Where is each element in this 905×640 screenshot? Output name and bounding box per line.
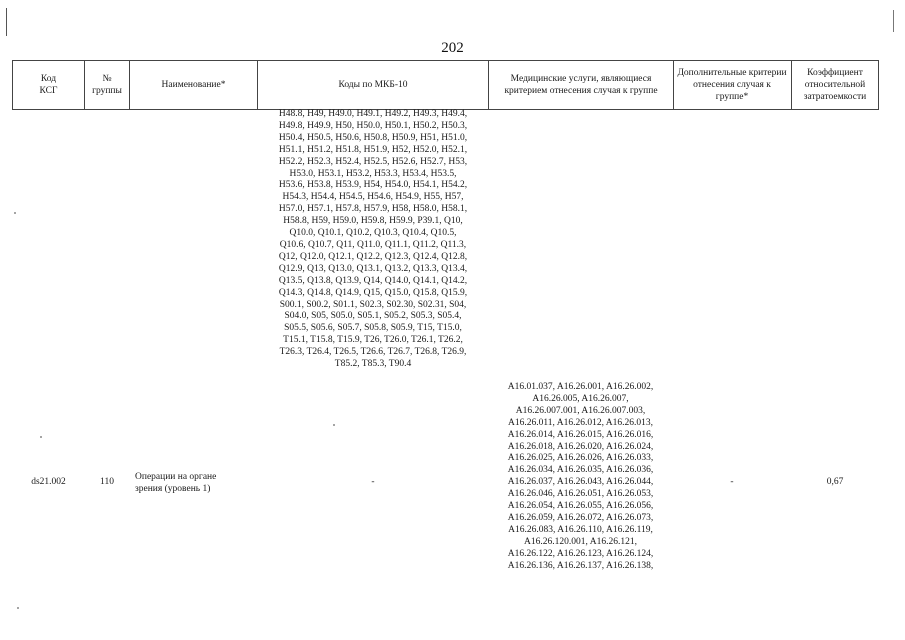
header-ksg-code: Код КСГ: [39, 74, 58, 96]
row-mkb-codes: -: [371, 477, 375, 487]
row-extra-criteria: -: [730, 477, 734, 487]
header-mkb-codes: Коды по МКБ-10: [338, 80, 408, 90]
header-extra-criteria: Дополнительные критерии отнесения случая к группе*: [677, 68, 787, 102]
header-medical-services: Медицинские услуги, являющиеся критерием отнесения случая к группе: [504, 74, 658, 96]
row-coefficient: 0,67: [826, 477, 844, 487]
header-coefficient: Коэффициент относительной затратоемкости: [803, 68, 867, 102]
row-group-number: 110: [100, 477, 114, 487]
row-ksg-code: ds21.002: [31, 477, 66, 487]
column-divider: [673, 60, 674, 110]
scan-artifact: [17, 607, 19, 609]
column-divider: [488, 60, 489, 110]
header-group-number: № группы: [92, 74, 122, 96]
continued-mkb-codes: H48.8, H49, H49.0, H49.1, H49.2, H49.3, H49.4, H49.8, H49.9, H50, H50.0, H50.1, H50.2, H50.3, H50.4, H50.5, H50.6, H50.8, H50.9, H51, H51.0, H51.1, H51.2, H51.8, H51.9, H52, H52.0, H52.1, H52.2, H52.3, H52.4, H52.5, H52.6, H52.7, H53, H53.0, H53.1, H53.2, H53.3, H53.4, H53.5, H53.6, H53.8, H53.9, H54, H54.0, H54.1, H54.2, H54.3, H54.4, H54.5, H54.6, H54.9, H55, H57, H57.0, H57.1, H57.8, H57.9, H58, H58.0, H58.1, H58.8, H59, H59.0, H59.8, H59.9, P39.1, Q10, Q10.0, Q10.1, Q10.2, Q10.3, Q10.4, Q10.5, Q10.6, Q10.7, Q11, Q11.0, Q11.1, Q11.2, Q11.3, Q12, Q12.0, Q12.1, Q12.2, Q12.3, Q12.4, Q12.8, Q12.9, Q13, Q13.0, Q13.1, Q13.2, Q13.3, Q13.4, Q13.5, Q13.8, Q13.9, Q14, Q14.0, Q14.1, Q14.2, Q14.3, Q14.8, Q14.9, Q15, Q15.0, Q15.8, Q15.9, S00.1, S00.2, S01.1, S02.3, S02.30, S02.31, S04, S04.0, S05, S05.0, S05.1, S05.2, S05.3, S05.4, S05.5, S05.6, S05.7, S05.8, S05.9, T15, T15.0, T15.1, T15.8, T15.9, T26, T26.0, T26.1, T26.2, T26.3, T26.4, T26.5, T26.6, T26.7, T26.8, T26.9, T85.2, T85.3, T90.4: [278, 109, 468, 370]
scan-artifact: [14, 212, 16, 214]
scan-margin-mark: [893, 10, 894, 32]
scan-artifact: [40, 436, 42, 438]
header-name: Наименование*: [161, 80, 226, 90]
column-divider: [878, 60, 879, 110]
row-name: Операции на органе зрения (уровень 1): [135, 472, 217, 494]
scan-margin-mark: [6, 8, 7, 36]
row-medical-services: A16.01.037, A16.26.001, A16.26.002, A16.26.005, A16.26.007, A16.26.007.001, A16.26.007.003, A16.26.011, A16.26.012, A16.26.013, A16.26.014, A16.26.015, A16.26.016, A16.26.018, A16.26.020, A16.26.024, A16.26.025, A16.26.026, A16.26.033, A16.26.034, A16.26.035, A16.26.036, A16.26.037, A16.26.043, A16.26.044, A16.26.046, A16.26.051, A16.26.053, A16.26.054, A16.26.055, A16.26.056, A16.26.059, A16.26.072, A16.26.073, A16.26.083, A16.26.110, A16.26.119, A16.26.120.001, A16.26.121, A16.26.122, A16.26.123, A16.26.124, A16.26.136, A16.26.137, A16.26.138,: [507, 382, 654, 571]
page-number: 202: [441, 40, 464, 56]
column-divider: [791, 60, 792, 110]
scan-artifact: [333, 424, 335, 426]
